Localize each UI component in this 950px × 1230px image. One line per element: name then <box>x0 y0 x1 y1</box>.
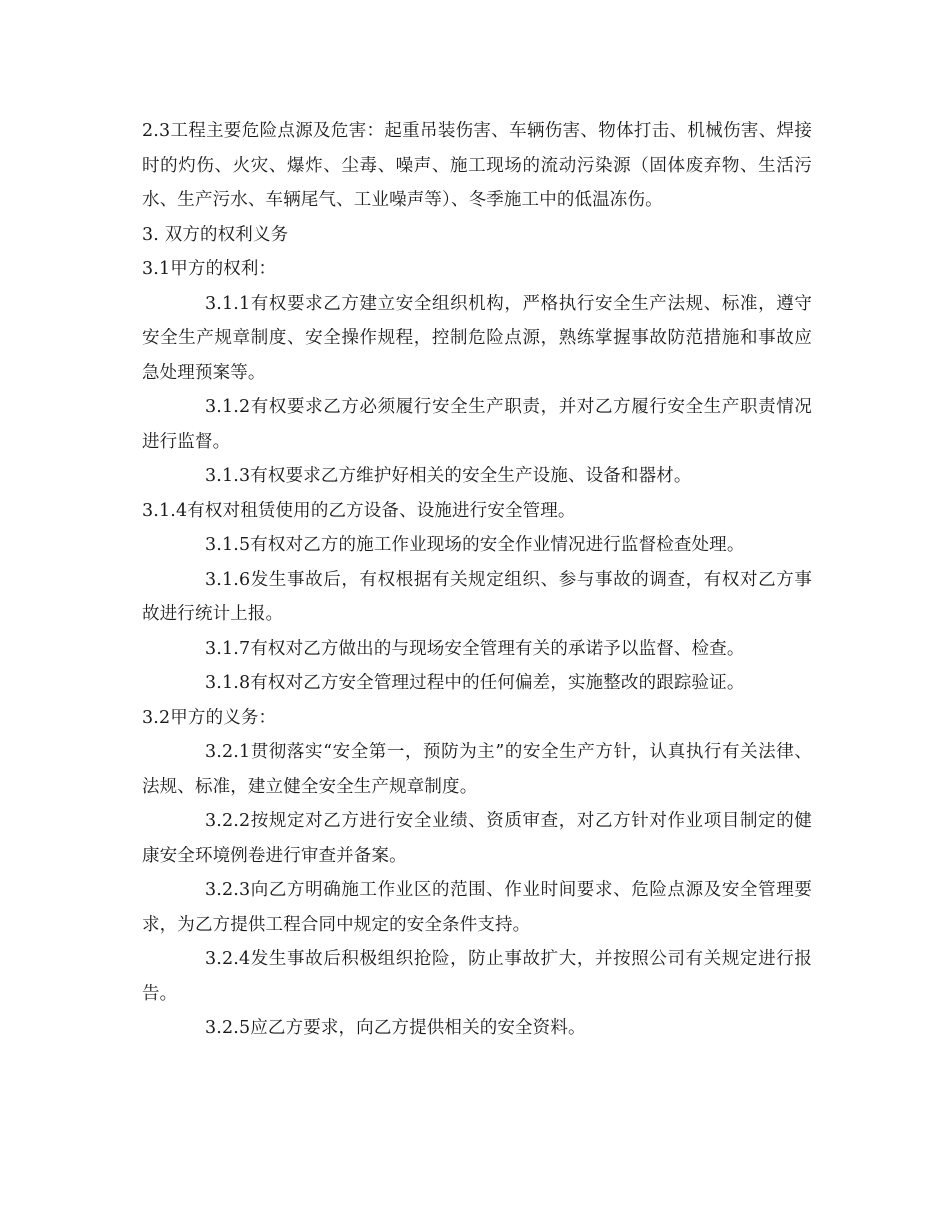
paragraph-3-1-5: 3.1.5有权对乙方的施工作业现场的安全作业情况进行监督检查处理。 <box>205 535 745 555</box>
paragraph-3-2-2: 3.2.2按规定对乙方进行安全业绩、资质审查，对乙方针对作业项目制定的健康安全环境例卷进行审查并备案。 <box>142 811 812 866</box>
paragraph-2-3: 2.3工程主要危险点源及危害：起重吊装伤害、车辆伤害、物体打击、机械伤害、焊接时的灼伤、火灾、爆炸、尘毒、噪声、施工现场的流动污染源（固体废弃物、生活污水、生产污水、车辆尾气、工业噪声等）、冬季施工中的低温冻伤。 <box>142 121 812 210</box>
paragraph-3-1-2: 3.1.2有权要求乙方必须履行安全生产职责，并对乙方履行安全生产职责情况进行监督。 <box>142 397 812 452</box>
paragraph-3-1-7: 3.1.7有权对乙方做出的与现场安全管理有关的承诺予以监督、检查。 <box>205 638 745 659</box>
paragraph-3-1-3: 3.1.3有权要求乙方维护好相关的安全生产设施、设备和器材。 <box>205 466 692 486</box>
heading-3-1-party-a-rights: 3.1甲方的权利： <box>142 259 277 279</box>
paragraph-3-2-3: 3.2.3向乙方明确施工作业区的范围、作业时间要求、危险点源及安全管理要求，为乙方提供工程合同中规定的安全条件支持。 <box>142 880 812 935</box>
paragraph-3-1-8: 3.1.8有权对乙方安全管理过程中的任何偏差，实施整改的跟踪验证。 <box>205 673 745 693</box>
document-body <box>142 114 812 1046</box>
paragraph-3-1-4: 3.1.4有权对租赁使用的乙方设备、设施进行安全管理。 <box>142 500 576 521</box>
heading-3-rights-obligations: 3. 双方的权利义务 <box>142 224 289 245</box>
paragraph-3-1-1: 3.1.1有权要求乙方建立安全组织机构，严格执行安全生产法规、标准，遵守安全生产规章制度、安全操作规程，控制危险点源，熟练掌握事故防范措施和事故应急处理预案等。 <box>142 293 812 383</box>
paragraph-3-1-6: 3.1.6发生事故后，有权根据有关规定组织、参与事故的调查，有权对乙方事故进行统计上报。 <box>142 569 812 624</box>
paragraph-3-2-5: 3.2.5应乙方要求，向乙方提供相关的安全资料。 <box>205 1018 586 1038</box>
heading-3-2-party-a-obligations: 3.2甲方的义务： <box>142 707 277 728</box>
paragraph-3-2-1: 3.2.1贯彻落实“安全第一，预防为主”的安全生产方针，认真执行有关法律、法规、标准，建立健全安全生产规章制度。 <box>142 742 812 797</box>
paragraph-3-2-4: 3.2.4发生事故后积极组织抢险，防止事故扩大，并按照公司有关规定进行报告。 <box>142 949 812 1004</box>
